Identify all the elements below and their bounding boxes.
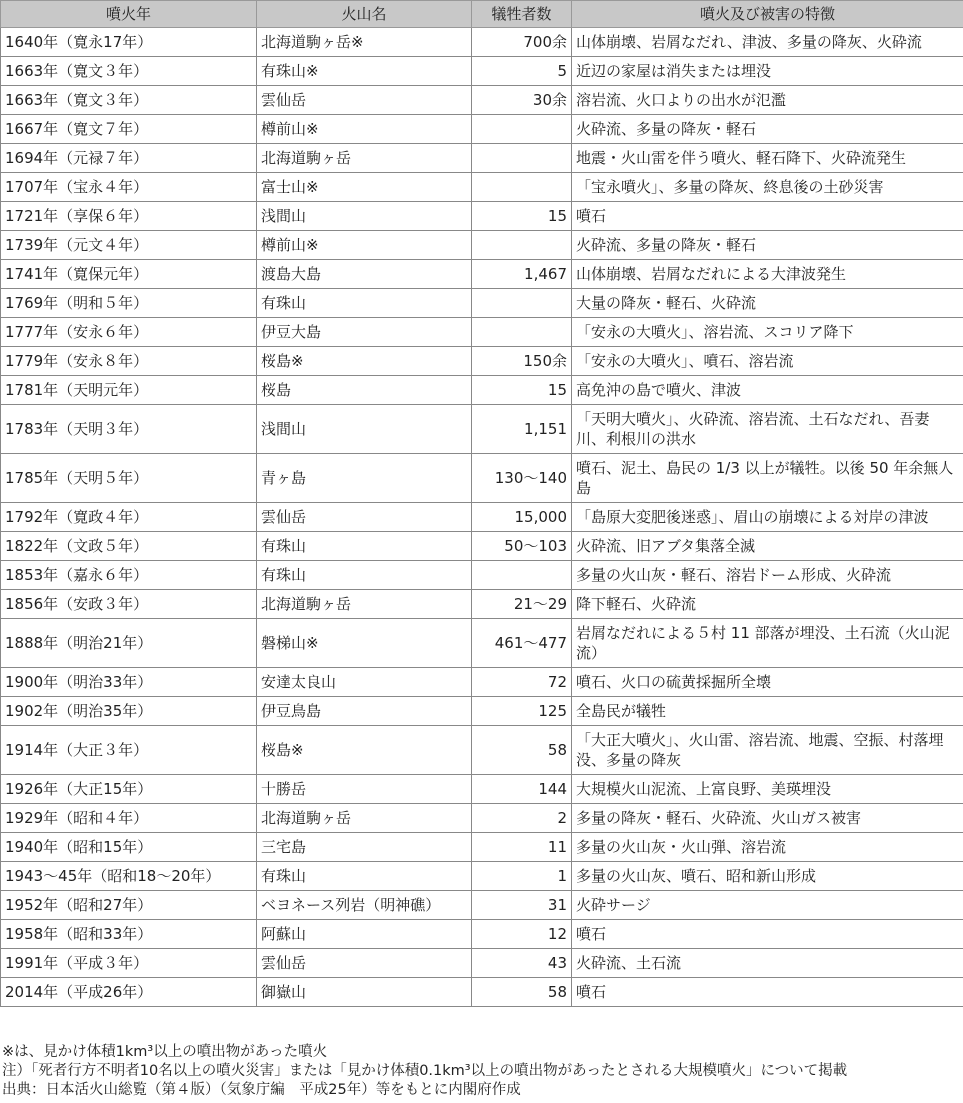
- table-row: [1, 503, 963, 532]
- cell-eruption-year: 1888年（明治21年）: [1, 619, 257, 668]
- cell-volcano-name: 十勝岳: [257, 775, 472, 804]
- table-row: [1, 173, 963, 202]
- cell-casualties: 12: [472, 920, 572, 949]
- cell-casualties: 2: [472, 804, 572, 833]
- cell-damage-features: 「宝永噴火」、多量の降灰、終息後の土砂災害: [572, 173, 963, 202]
- table-row: [1, 454, 963, 503]
- cell-eruption-year: 1943～45年（昭和18～20年）: [1, 862, 257, 891]
- cell-eruption-year: 2014年（平成26年）: [1, 978, 257, 1007]
- cell-eruption-year: 1856年（安政３年）: [1, 590, 257, 619]
- cell-casualties: 15: [472, 376, 572, 405]
- table-row: [1, 978, 963, 1007]
- cell-eruption-year: 1914年（大正３年）: [1, 726, 257, 775]
- cell-damage-features: 「島原大変肥後迷惑」、眉山の崩壊による対岸の津波: [572, 503, 963, 532]
- cell-volcano-name: 樽前山※: [257, 115, 472, 144]
- footnote-asterisk: ※は、見かけ体積1km³以上の噴出物があった噴火: [2, 1044, 328, 1060]
- cell-volcano-name: 有珠山: [257, 561, 472, 590]
- cell-casualties: 11: [472, 833, 572, 862]
- cell-volcano-name: 御嶽山: [257, 978, 472, 1007]
- cell-volcano-name: 富士山※: [257, 173, 472, 202]
- cell-volcano-name: ベヨネース列岩（明神礁）: [257, 891, 472, 920]
- cell-casualties: 15: [472, 202, 572, 231]
- cell-damage-features: 溶岩流、火口よりの出水が氾濫: [572, 86, 963, 115]
- cell-eruption-year: 1940年（昭和15年）: [1, 833, 257, 862]
- cell-volcano-name: 有珠山: [257, 289, 472, 318]
- cell-eruption-year: 1952年（昭和27年）: [1, 891, 257, 920]
- cell-damage-features: 火砕流、旧アブタ集落全滅: [572, 532, 963, 561]
- table-row: [1, 862, 963, 891]
- cell-damage-features: 高免沖の島で噴火、津波: [572, 376, 963, 405]
- cell-damage-features: 噴石: [572, 978, 963, 1007]
- cell-eruption-year: 1900年（明治33年）: [1, 668, 257, 697]
- cell-eruption-year: 1707年（宝永４年）: [1, 173, 257, 202]
- cell-eruption-year: 1777年（安永６年）: [1, 318, 257, 347]
- table-row: [1, 202, 963, 231]
- table-header: [1, 1, 963, 28]
- cell-casualties: 43: [472, 949, 572, 978]
- cell-damage-features: 地震・火山雷を伴う噴火、軽石降下、火砕流発生: [572, 144, 963, 173]
- cell-damage-features: 全島民が犠牲: [572, 697, 963, 726]
- header-row: [1, 1, 963, 28]
- cell-volcano-name: 伊豆大島: [257, 318, 472, 347]
- table-row: [1, 260, 963, 289]
- cell-damage-features: 「安永の大噴火」、溶岩流、スコリア降下: [572, 318, 963, 347]
- table-row: [1, 144, 963, 173]
- cell-casualties: 50～103: [472, 532, 572, 561]
- table-row: [1, 920, 963, 949]
- cell-damage-features: 火砕流、多量の降灰・軽石: [572, 231, 963, 260]
- cell-damage-features: 多量の火山灰・火山弾、溶岩流: [572, 833, 963, 862]
- cell-eruption-year: 1663年（寛文３年）: [1, 57, 257, 86]
- cell-casualties: [472, 561, 572, 590]
- table-row: [1, 619, 963, 668]
- table-row: [1, 57, 963, 86]
- cell-volcano-name: 安達太良山: [257, 668, 472, 697]
- cell-volcano-name: 浅間山: [257, 405, 472, 454]
- cell-casualties: 461～477: [472, 619, 572, 668]
- header-eruption-year: 噴火年: [1, 1, 257, 28]
- table-row: [1, 347, 963, 376]
- cell-casualties: [472, 173, 572, 202]
- table-row: [1, 28, 963, 57]
- cell-casualties: 700余: [472, 28, 572, 57]
- table-row: [1, 405, 963, 454]
- cell-damage-features: 火砕流、土石流: [572, 949, 963, 978]
- table-row: [1, 833, 963, 862]
- cell-eruption-year: 1667年（寛文７年）: [1, 115, 257, 144]
- cell-damage-features: 山体崩壊、岩屑なだれによる大津波発生: [572, 260, 963, 289]
- cell-damage-features: 「天明大噴火」、火砕流、溶岩流、土石なだれ、吾妻川、利根川の洪水: [572, 405, 963, 454]
- cell-eruption-year: 1783年（天明３年）: [1, 405, 257, 454]
- cell-volcano-name: 北海道駒ヶ岳: [257, 804, 472, 833]
- cell-damage-features: 山体崩壊、岩屑なだれ、津波、多量の降灰、火砕流: [572, 28, 963, 57]
- cell-eruption-year: 1779年（安永８年）: [1, 347, 257, 376]
- cell-volcano-name: 有珠山※: [257, 57, 472, 86]
- cell-casualties: 15,000: [472, 503, 572, 532]
- cell-damage-features: 多量の火山灰、噴石、昭和新山形成: [572, 862, 963, 891]
- cell-damage-features: 火砕サージ: [572, 891, 963, 920]
- cell-damage-features: 降下軽石、火砕流: [572, 590, 963, 619]
- cell-eruption-year: 1741年（寛保元年）: [1, 260, 257, 289]
- cell-casualties: 30余: [472, 86, 572, 115]
- footnote-note: 注）「死者行方不明者10名以上の噴火災害」または「見かけ体積0.1km³以上の噴出物があったとされる大規模噴火」について掲載: [2, 1063, 848, 1079]
- cell-volcano-name: 桜島: [257, 376, 472, 405]
- table-row: [1, 532, 963, 561]
- cell-casualties: [472, 144, 572, 173]
- table-row: [1, 289, 963, 318]
- cell-eruption-year: 1822年（文政５年）: [1, 532, 257, 561]
- cell-damage-features: 噴石、泥土、島民の 1/3 以上が犠牲。以後 50 年余無人島: [572, 454, 963, 503]
- cell-eruption-year: 1721年（享保６年）: [1, 202, 257, 231]
- cell-eruption-year: 1958年（昭和33年）: [1, 920, 257, 949]
- cell-eruption-year: 1991年（平成３年）: [1, 949, 257, 978]
- cell-volcano-name: 阿蘇山: [257, 920, 472, 949]
- cell-casualties: 150余: [472, 347, 572, 376]
- cell-casualties: [472, 318, 572, 347]
- cell-eruption-year: 1663年（寛文３年）: [1, 86, 257, 115]
- table-row: [1, 86, 963, 115]
- cell-casualties: 1,151: [472, 405, 572, 454]
- cell-damage-features: 噴石、火口の硫黄採掘所全壊: [572, 668, 963, 697]
- cell-volcano-name: 有珠山: [257, 862, 472, 891]
- cell-volcano-name: 雲仙岳: [257, 86, 472, 115]
- cell-eruption-year: 1694年（元禄７年）: [1, 144, 257, 173]
- header-volcano-name: 火山名: [257, 1, 472, 28]
- cell-eruption-year: 1926年（大正15年）: [1, 775, 257, 804]
- cell-casualties: 1: [472, 862, 572, 891]
- cell-damage-features: 「安永の大噴火」、噴石、溶岩流: [572, 347, 963, 376]
- cell-eruption-year: 1640年（寛永17年）: [1, 28, 257, 57]
- cell-damage-features: 「大正大噴火」、火山雷、溶岩流、地震、空振、村落埋没、多量の降灰: [572, 726, 963, 775]
- cell-volcano-name: 磐梯山※: [257, 619, 472, 668]
- cell-eruption-year: 1785年（天明５年）: [1, 454, 257, 503]
- cell-casualties: 31: [472, 891, 572, 920]
- cell-damage-features: 大量の降灰・軽石、火砕流: [572, 289, 963, 318]
- cell-casualties: 5: [472, 57, 572, 86]
- cell-volcano-name: 北海道駒ヶ岳: [257, 590, 472, 619]
- table-row: [1, 590, 963, 619]
- cell-volcano-name: 桜島※: [257, 347, 472, 376]
- cell-casualties: [472, 289, 572, 318]
- cell-volcano-name: 北海道駒ヶ岳※: [257, 28, 472, 57]
- cell-volcano-name: 雲仙岳: [257, 503, 472, 532]
- table-row: [1, 726, 963, 775]
- cell-damage-features: 多量の降灰・軽石、火砕流、火山ガス被害: [572, 804, 963, 833]
- cell-volcano-name: 渡島大島: [257, 260, 472, 289]
- cell-eruption-year: 1929年（昭和４年）: [1, 804, 257, 833]
- cell-eruption-year: 1781年（天明元年）: [1, 376, 257, 405]
- table-row: [1, 231, 963, 260]
- table-row: [1, 561, 963, 590]
- cell-damage-features: 岩屑なだれによる５村 11 部落が埋没、土石流（火山泥流）: [572, 619, 963, 668]
- cell-damage-features: 噴石: [572, 920, 963, 949]
- cell-casualties: 72: [472, 668, 572, 697]
- table-row: [1, 697, 963, 726]
- cell-damage-features: 噴石: [572, 202, 963, 231]
- cell-damage-features: 多量の火山灰・軽石、溶岩ドーム形成、火砕流: [572, 561, 963, 590]
- cell-volcano-name: 伊豆鳥島: [257, 697, 472, 726]
- cell-casualties: 21～29: [472, 590, 572, 619]
- table-row: [1, 376, 963, 405]
- cell-damage-features: 大規模火山泥流、上富良野、美瑛埋没: [572, 775, 963, 804]
- cell-eruption-year: 1792年（寛政４年）: [1, 503, 257, 532]
- cell-volcano-name: 青ヶ島: [257, 454, 472, 503]
- table-body: [1, 28, 963, 1007]
- table-row: [1, 804, 963, 833]
- cell-casualties: 144: [472, 775, 572, 804]
- cell-volcano-name: 浅間山: [257, 202, 472, 231]
- cell-volcano-name: 三宅島: [257, 833, 472, 862]
- footnote-source: 出典：日本活火山総覧（第４版）（気象庁編 平成25年）等をもとに内閣府作成: [2, 1082, 521, 1098]
- cell-casualties: 130～140: [472, 454, 572, 503]
- table-row: [1, 668, 963, 697]
- cell-eruption-year: 1902年（明治35年）: [1, 697, 257, 726]
- cell-casualties: [472, 115, 572, 144]
- cell-casualties: 58: [472, 726, 572, 775]
- table-row: [1, 115, 963, 144]
- footnotes: [2, 1043, 960, 1100]
- header-damage-features: 噴火及び被害の特徴: [572, 1, 963, 28]
- cell-volcano-name: 北海道駒ヶ岳: [257, 144, 472, 173]
- table-row: [1, 318, 963, 347]
- cell-damage-features: 近辺の家屋は消失または埋没: [572, 57, 963, 86]
- cell-damage-features: 火砕流、多量の降灰・軽石: [572, 115, 963, 144]
- cell-casualties: 125: [472, 697, 572, 726]
- table-row: [1, 775, 963, 804]
- cell-eruption-year: 1853年（嘉永６年）: [1, 561, 257, 590]
- table-row: [1, 891, 963, 920]
- cell-volcano-name: 雲仙岳: [257, 949, 472, 978]
- cell-eruption-year: 1769年（明和５年）: [1, 289, 257, 318]
- cell-casualties: [472, 231, 572, 260]
- table-row: [1, 949, 963, 978]
- cell-volcano-name: 樽前山※: [257, 231, 472, 260]
- cell-casualties: 1,467: [472, 260, 572, 289]
- cell-casualties: 58: [472, 978, 572, 1007]
- cell-eruption-year: 1739年（元文４年）: [1, 231, 257, 260]
- cell-volcano-name: 桜島※: [257, 726, 472, 775]
- header-casualties: 犠牲者数: [472, 1, 572, 28]
- cell-volcano-name: 有珠山: [257, 532, 472, 561]
